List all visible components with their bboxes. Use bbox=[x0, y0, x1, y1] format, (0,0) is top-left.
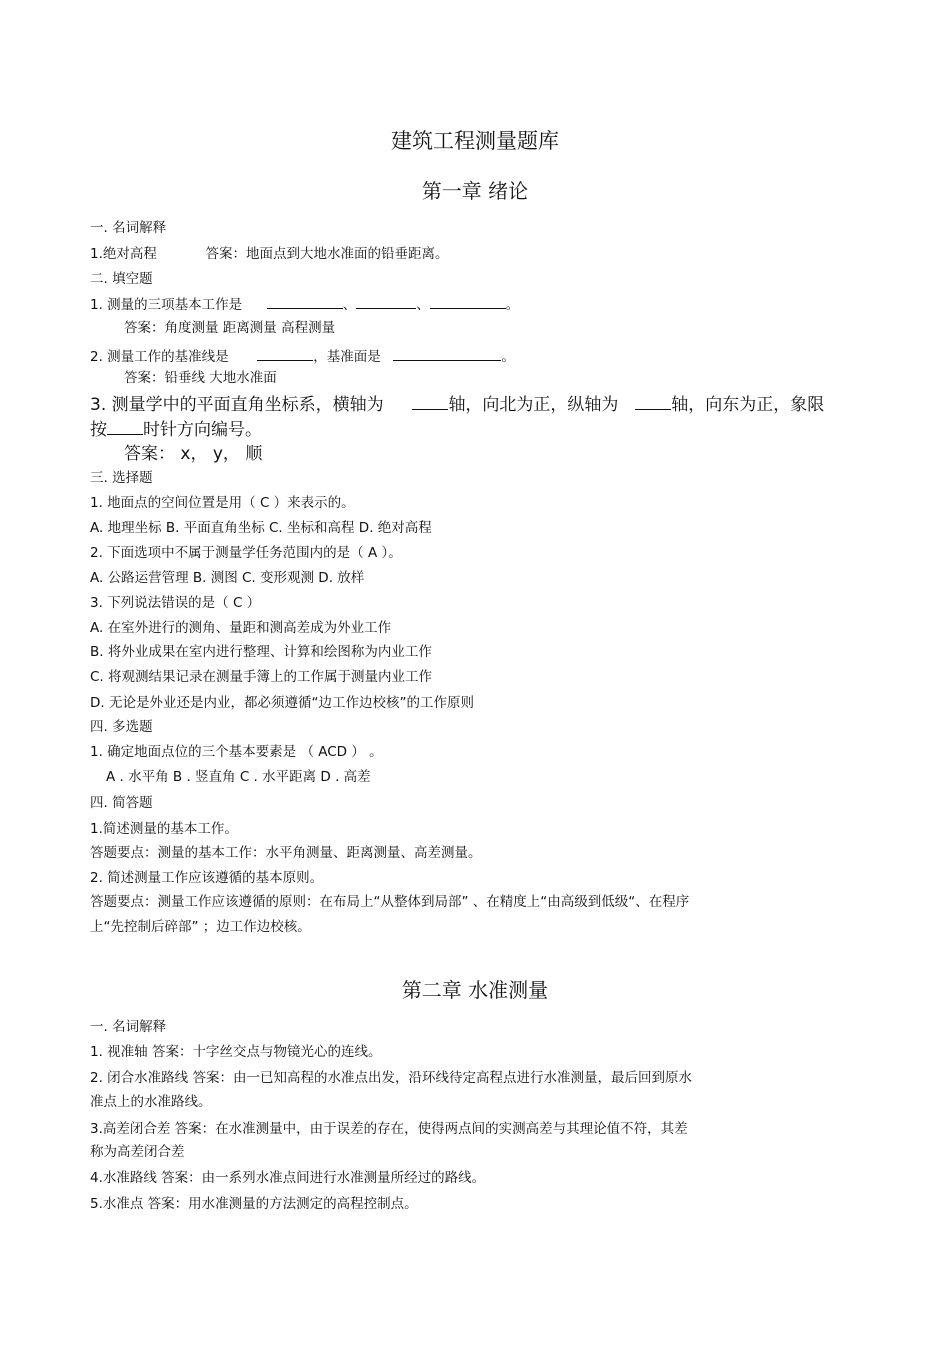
choice-question-3: 3. 下列说法错误的是（ C ） bbox=[90, 595, 261, 611]
ch2-term-2: 2. 闭合水准路线 答案：由一已知高程的水准点出发，沿环线待定高程点进行水准测量，最后回到原水 bbox=[90, 1070, 692, 1086]
fill-answer-2: 答案：铅垂线 大地水准面 bbox=[124, 370, 277, 386]
fill-question-3 bbox=[90, 393, 824, 416]
short-answer-2: 答题要点：测量工作应该遵循的原则：在布局上“从整体到局部” 、在精度上“由高级到低级“、在程序 bbox=[90, 894, 690, 910]
answer-blank bbox=[430, 294, 506, 309]
choice-option-3b: B. 将外业成果在室内进行整理、计算和绘图称为内业工作 bbox=[90, 644, 432, 660]
answer-blank bbox=[107, 418, 143, 435]
fill-answer-1: 答案：角度测量 距离测量 高程测量 bbox=[124, 320, 336, 336]
ch1-section-short: 四. 简答题 bbox=[90, 795, 153, 811]
question-text: 轴，向东为正，象限 bbox=[671, 395, 825, 415]
choice-option-3c: C. 将观测结果记录在测量手簿上的工作属于测量内业工作 bbox=[90, 669, 433, 685]
answer-blank bbox=[393, 346, 501, 361]
short-question-2: 2. 简述测量工作应该遵循的基本原则。 bbox=[90, 870, 324, 886]
choice-option-3a: A. 在室外进行的测角、量距和测高差成为外业工作 bbox=[90, 620, 392, 636]
choice-question-2: 2. 下面选项中不属于测量学任务范围内的是（ A ）。 bbox=[90, 545, 402, 561]
ch1-section-fill: 二. 填空题 bbox=[90, 271, 153, 287]
fill-question-3-cont bbox=[90, 418, 262, 441]
ch2-term-1: 1. 视准轴 答案：十字丝交点与物镜光心的连线。 bbox=[90, 1044, 382, 1060]
ch2-section-terms: 一. 名词解释 bbox=[90, 1019, 167, 1035]
ch2-term-3-cont: 称为高差闭合差 bbox=[90, 1144, 185, 1160]
answer-blank bbox=[267, 294, 343, 309]
separator: 、 bbox=[342, 297, 357, 313]
question-text: 2. 测量工作的基准线是 bbox=[90, 349, 229, 365]
answer-blank bbox=[257, 346, 313, 361]
document-title: 建筑工程测量题库 bbox=[391, 129, 559, 153]
short-answer-1: 答题要点：测量的基本工作：水平角测量、距离测量、高差测量。 bbox=[90, 845, 482, 861]
term-answer: 答案：地面点到大地水准面的铅垂距离。 bbox=[205, 246, 449, 262]
ch1-term-1 bbox=[90, 245, 448, 263]
ch1-section-terms: 一. 名词解释 bbox=[90, 220, 167, 236]
answer-blank bbox=[356, 294, 416, 309]
separator: 、 bbox=[416, 297, 430, 313]
ch2-term-4: 4.水准路线 答案：由一系列水准点间进行水准测量所经过的路线。 bbox=[90, 1170, 486, 1186]
punctuation: 。 bbox=[501, 349, 515, 365]
chapter2-heading: 第二章 水准测量 bbox=[401, 978, 549, 1002]
fill-question-1 bbox=[90, 294, 519, 314]
multi-options-1: A . 水平角 B . 竖直角 C . 水平距离 D . 高差 bbox=[106, 769, 371, 785]
question-text: ，基准面是 bbox=[313, 349, 381, 365]
punctuation: 。 bbox=[505, 297, 520, 313]
term-label: 1.绝对高程 bbox=[90, 246, 157, 262]
ch2-term-3: 3.高差闭合差 答案：在水准测量中，由于误差的存在，使得两点间的实测高差与其理论值不符，其差 bbox=[90, 1121, 688, 1137]
question-text: 按 bbox=[90, 420, 107, 440]
answer-blank bbox=[412, 393, 448, 410]
question-text: 3. 测量学中的平面直角坐标系，横轴为 bbox=[90, 395, 384, 415]
answer-blank bbox=[635, 393, 671, 410]
ch1-section-multi: 四. 多选题 bbox=[90, 719, 153, 735]
short-question-1: 1.简述测量的基本工作。 bbox=[90, 821, 238, 837]
ch2-term-2-cont: 准点上的水准路线。 bbox=[90, 1094, 212, 1110]
ch1-section-choice: 三. 选择题 bbox=[90, 470, 153, 486]
choice-options-1: A. 地理坐标 B. 平面直角坐标 C. 坐标和高程 D. 绝对高程 bbox=[90, 520, 432, 536]
multi-question-1: 1. 确定地面点位的三个基本要素是 （ ACD ） 。 bbox=[90, 744, 383, 760]
question-text: 轴，向北为正，纵轴为 bbox=[448, 395, 619, 415]
chapter1-heading: 第一章 绪论 bbox=[421, 179, 529, 203]
choice-options-2: A. 公路运营管理 B. 测图 C. 变形观测 D. 放样 bbox=[90, 570, 365, 586]
question-text: 时针方向编号。 bbox=[143, 420, 262, 440]
ch2-term-5: 5.水准点 答案：用水准测量的方法测定的高程控制点。 bbox=[90, 1196, 418, 1212]
fill-question-2 bbox=[90, 346, 515, 366]
short-answer-2-cont: 上“先控制后碎部” ；边工作边校核。 bbox=[90, 919, 311, 935]
question-text: 1. 测量的三项基本工作是 bbox=[90, 297, 243, 313]
choice-question-1: 1. 地面点的空间位置是用（ C ）来表示的。 bbox=[90, 495, 355, 511]
fill-answer-3: 答案： x， y， 顺 bbox=[124, 444, 263, 464]
choice-option-3d: D. 无论是外业还是内业，都必须遵循“边工作边校核”的工作原则 bbox=[90, 695, 474, 711]
